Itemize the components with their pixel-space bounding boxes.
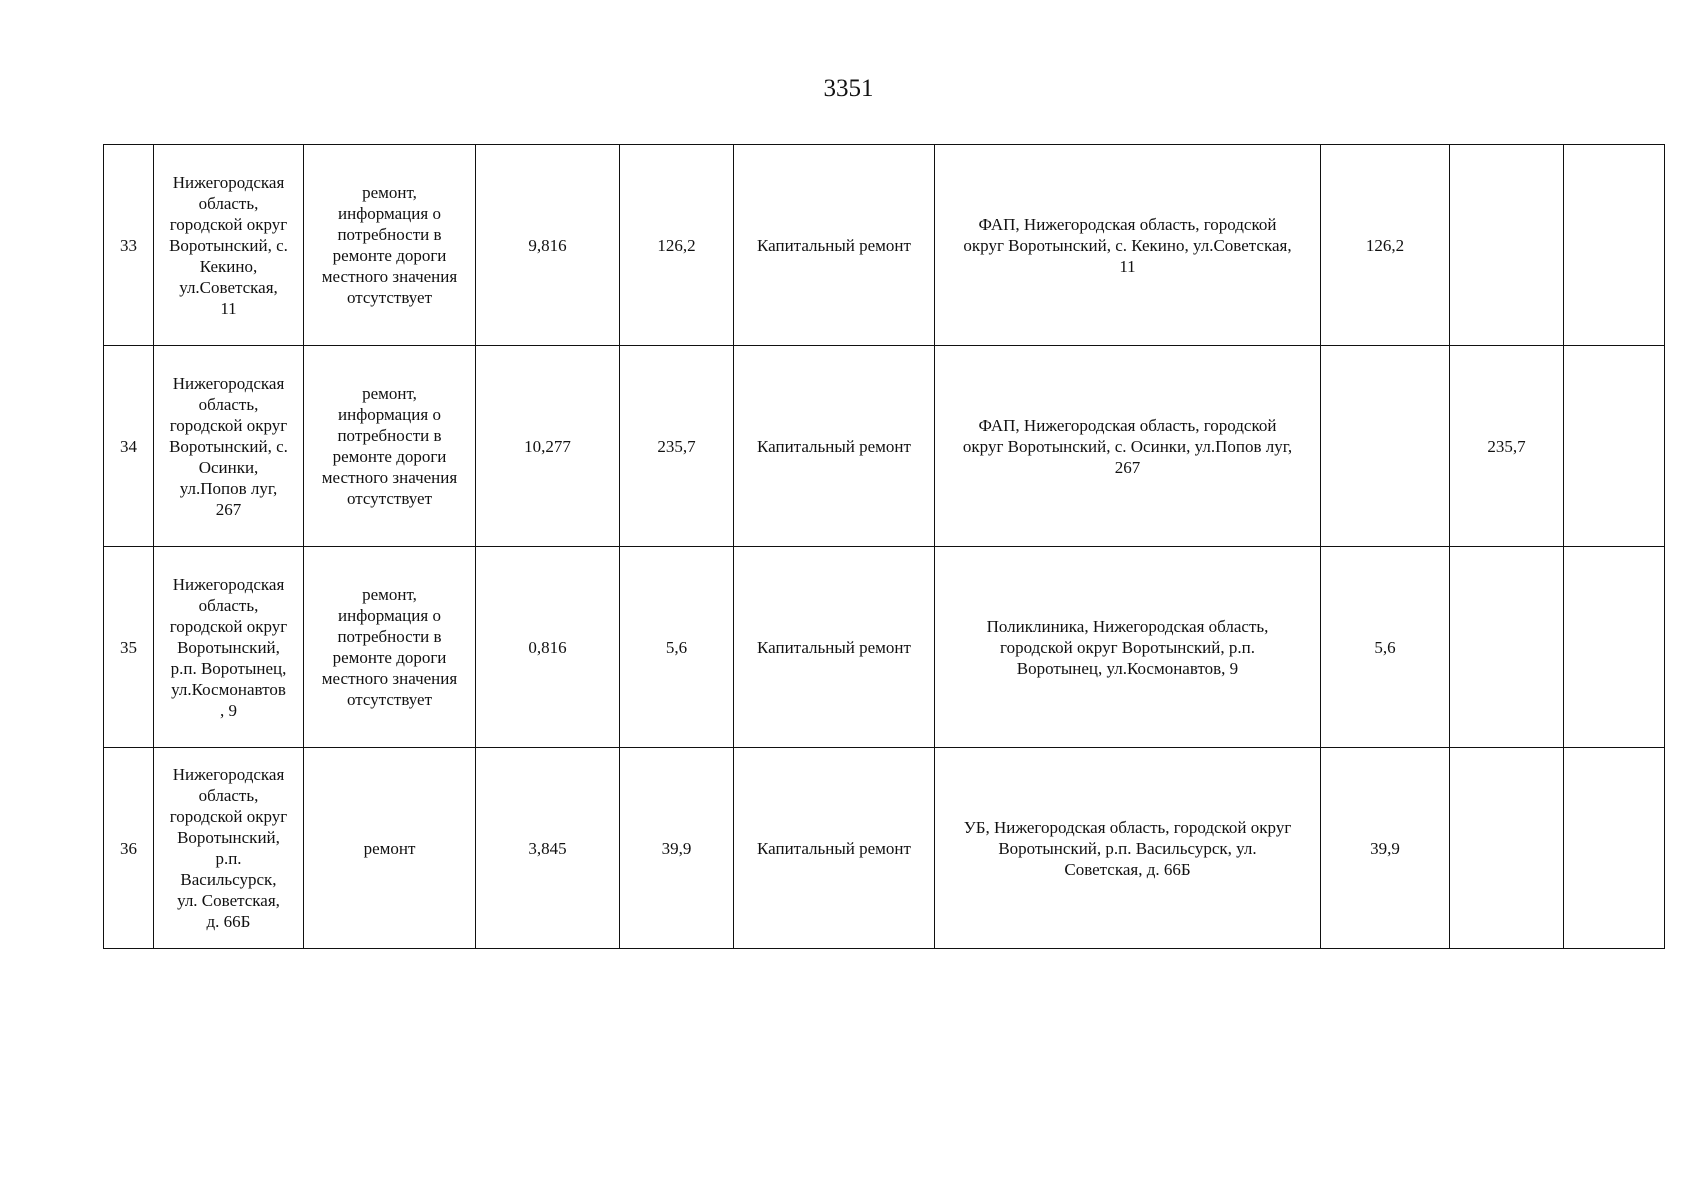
work-type-text: Капитальный ремонт bbox=[757, 436, 911, 456]
cell-value-2 bbox=[620, 547, 734, 748]
cell-facility bbox=[935, 145, 1321, 346]
cell-value-5 bbox=[1564, 145, 1665, 346]
cell-value-1 bbox=[476, 547, 620, 748]
cell-value-3 bbox=[1321, 748, 1450, 949]
cell-work-type bbox=[734, 547, 935, 748]
cell-value-5 bbox=[1564, 748, 1665, 949]
row-number: 35 bbox=[120, 637, 137, 657]
value-3-text: 126,2 bbox=[1365, 235, 1405, 255]
value-2-text: 39,9 bbox=[661, 838, 692, 858]
cell-value-2 bbox=[620, 145, 734, 346]
value-3-text: 5,6 bbox=[1374, 637, 1396, 657]
cell-value-1 bbox=[476, 145, 620, 346]
page-number: 3351 bbox=[823, 75, 874, 102]
cell-address bbox=[154, 145, 304, 346]
cell-row-number bbox=[104, 748, 154, 949]
cell-value-3 bbox=[1321, 346, 1450, 547]
address-text: Нижегородская область, городской округ Воротынский, р.п. Воротынец, ул.Космонавтов , 9 bbox=[169, 574, 288, 720]
document-table bbox=[103, 144, 1665, 949]
cell-value-5 bbox=[1564, 346, 1665, 547]
row-number: 33 bbox=[120, 235, 137, 255]
cell-road-info bbox=[304, 748, 476, 949]
value-1-text: 3,845 bbox=[528, 838, 567, 858]
row-number: 36 bbox=[120, 838, 137, 858]
value-3-text: 39,9 bbox=[1370, 838, 1400, 858]
cell-work-type bbox=[734, 748, 935, 949]
road-info-text: ремонт bbox=[363, 838, 416, 858]
cell-value-2 bbox=[620, 346, 734, 547]
value-2-text: 235,7 bbox=[657, 436, 696, 456]
cell-road-info bbox=[304, 346, 476, 547]
cell-address bbox=[154, 346, 304, 547]
facility-text: ФАП, Нижегородская область, городской округ Воротынский, с. Кекино, ул.Советская, 11 bbox=[963, 214, 1292, 276]
cell-value-2 bbox=[620, 748, 734, 949]
cell-value-4 bbox=[1450, 748, 1564, 949]
cell-facility bbox=[935, 346, 1321, 547]
cell-value-1 bbox=[476, 748, 620, 949]
cell-row-number bbox=[104, 346, 154, 547]
value-1-text: 10,277 bbox=[524, 436, 571, 456]
cell-work-type bbox=[734, 346, 935, 547]
road-info-text: ремонт, информация о потребности в ремонте дороги местного значения отсутствует bbox=[321, 585, 458, 709]
facility-text: ФАП, Нижегородская область, городской округ Воротынский, с. Осинки, ул.Попов луг, 267 bbox=[962, 415, 1293, 477]
address-text: Нижегородская область, городской округ Воротынский, р.п. Васильсурск, ул. Советская, д. 66Б bbox=[169, 765, 288, 931]
address-text: Нижегородская область, городской округ Воротынский, с. Осинки, ул.Попов луг, 267 bbox=[169, 373, 288, 519]
facility-text: УБ, Нижегородская область, городской округ Воротынский, р.п. Васильсурск, ул. Советская, д. 66Б bbox=[963, 817, 1292, 879]
value-2-text: 5,6 bbox=[665, 637, 688, 657]
table-row bbox=[104, 346, 1665, 547]
cell-work-type bbox=[734, 145, 935, 346]
cell-value-5 bbox=[1564, 547, 1665, 748]
road-info-text: ремонт, информация о потребности в ремонте дороги местного значения отсутствует bbox=[321, 384, 458, 508]
cell-value-3 bbox=[1321, 547, 1450, 748]
cell-row-number bbox=[104, 145, 154, 346]
cell-value-3 bbox=[1321, 145, 1450, 346]
cell-value-4 bbox=[1450, 145, 1564, 346]
cell-value-1 bbox=[476, 346, 620, 547]
work-type-text: Капитальный ремонт bbox=[757, 838, 911, 858]
cell-row-number bbox=[104, 547, 154, 748]
cell-facility bbox=[935, 748, 1321, 949]
cell-address bbox=[154, 748, 304, 949]
work-type-text: Капитальный ремонт bbox=[757, 637, 911, 657]
table-row bbox=[104, 748, 1665, 949]
cell-value-4 bbox=[1450, 547, 1564, 748]
road-info-text: ремонт, информация о потребности в ремонте дороги местного значения отсутствует bbox=[321, 183, 458, 307]
cell-address bbox=[154, 547, 304, 748]
table-row bbox=[104, 547, 1665, 748]
work-type-text: Капитальный ремонт bbox=[757, 235, 911, 255]
cell-facility bbox=[935, 547, 1321, 748]
facility-text: Поликлиника, Нижегородская область, городской округ Воротынский, р.п. Воротынец, ул.Космонавтов, 9 bbox=[986, 616, 1269, 678]
cell-road-info bbox=[304, 547, 476, 748]
table-row bbox=[104, 145, 1665, 346]
address-text: Нижегородская область, городской округ Воротынский, с. Кекино, ул.Советская, 11 bbox=[169, 172, 288, 318]
value-1-text: 0,816 bbox=[528, 637, 567, 657]
cell-road-info bbox=[304, 145, 476, 346]
value-4-text: 235,7 bbox=[1487, 436, 1526, 456]
value-2-text: 126,2 bbox=[657, 235, 696, 255]
cell-value-4 bbox=[1450, 346, 1564, 547]
value-1-text: 9,816 bbox=[528, 235, 567, 255]
row-number: 34 bbox=[120, 436, 137, 456]
